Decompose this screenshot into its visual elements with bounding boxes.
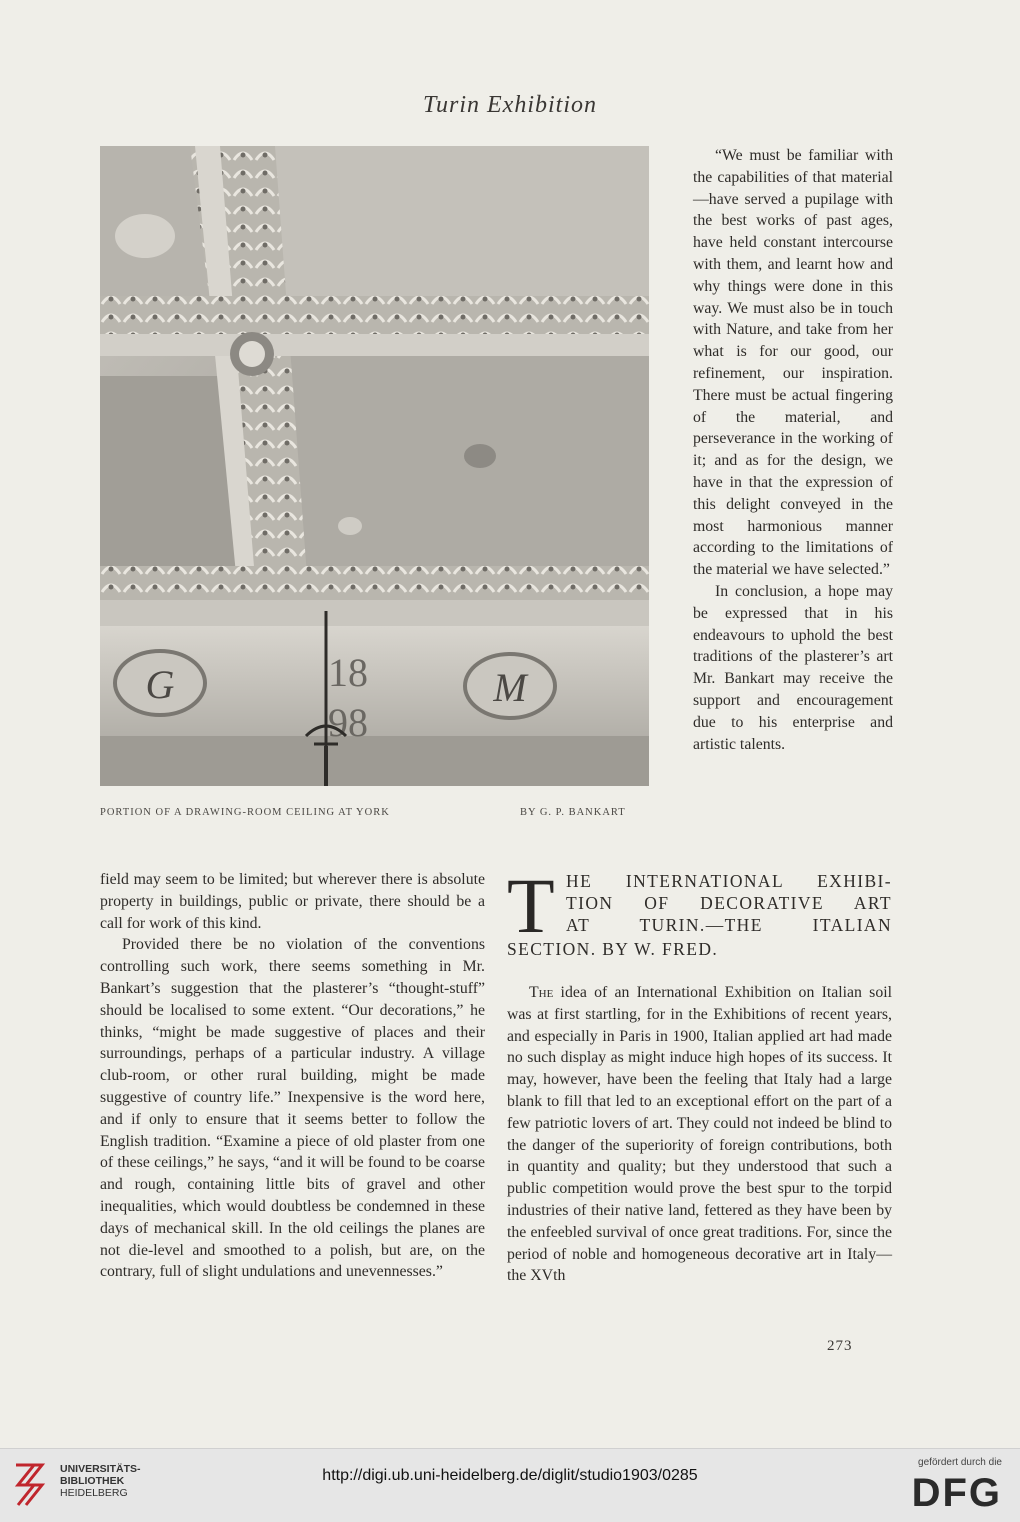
- paragraph: In conclusion, a hope may be expressed that in his endeavours to uphold the best traditions of the plasterer’s art Mr. Bankart may receive the support and encouragement due to his enterprise and artistic talents.: [693, 582, 893, 753]
- article-heading: [507, 862, 892, 960]
- paragraph: field may seem to be limited; but wherever there is absolute property in buildings, public or private, there should be a call for work of this kind.: [100, 871, 485, 932]
- plate-date-top: 18: [328, 650, 368, 695]
- dfg-logo: DFG: [911, 1471, 1002, 1515]
- ceiling-plate-drawing: [100, 146, 649, 786]
- medallion-right-letter: M: [493, 665, 527, 710]
- plate-date-bottom: 98: [328, 700, 368, 745]
- heading-line: SECTION. BY W. FRED.: [507, 939, 719, 959]
- sponsor-label: gefördert durch die: [918, 1457, 1002, 1468]
- paragraph: [507, 982, 892, 1287]
- plate-caption: PORTION OF A DRAWING-ROOM CEILING AT YORK: [100, 807, 390, 818]
- column-right: [507, 982, 892, 1287]
- paragraph: “We must be familiar with the capabilities of that material—have served a pupilage with the best works of past ages, have held constant intercourse with them, and learnt how and why things were done in this way. We must also be in touch with Nature, and take from her what is for our good, our refinement, our inspiration. There must be actual fingering of the material, and perseverance in the working of it; and as for the design, we have in that the expression of this delight conveyed in the most harmonious manner according to the limitations of the material we have selected.”: [693, 147, 893, 579]
- library-name: UNIVERSITÄTS- BIBLIOTHEK HEIDELBERG: [60, 1463, 141, 1499]
- running-head: Turin Exhibition: [422, 92, 597, 118]
- paragraph-body: idea of an International Exhibition on Italian soil was at first startling, for in the Exhibitions of recent years, and especially in Paris in 1900, Italian applied art had made no such display as might induce high hopes of its success. It may, however, have been the feeling that Italy had a large blank to fill that led to an exceptional effort on the part of a few patriotic lovers of art. They could not indeed be blind to the danger of the superiority of foreign contributions, both in quantity and quality; but they understood that such a public competition would prove the best spur to the torpid industries of their native land, fettered as they have been by the enfeebled survival of once great traditions. For, since the period of noble and homogeneous decorative art in Italy—the XVth: [507, 984, 892, 1285]
- column-top-right: [693, 145, 893, 755]
- heading-line: HE INTERNATIONAL EXHIBI-: [566, 871, 892, 891]
- lead-in: The: [529, 984, 554, 1001]
- medallion-left-letter: G: [145, 662, 175, 707]
- plate-credit: BY G. P. BANKART: [520, 807, 626, 818]
- page-number: 273: [827, 1338, 853, 1354]
- paragraph: Provided there be no violation of the conventions controlling such work, there seems something in Mr. Bankart’s suggestion that the plasterer’s “thought-stuff” should be localised to some extent. “Our decorations,” he thinks, “might be made suggestive of places and their surroundings, perhaps of a particular industry. A village club-room, or other rural building, might be made suggestive of country life.” Inexpensive is the word here, and if only to ensure that it seems better to follow the English tradition. “Examine a piece of old plaster from one of these ceilings,” he says, “and it will be found to be coarse and rough, containing little bits of gravel and other inequalities, which would doubtless be condemned in these days of mechanical skill. In the old ceilings the planes are not die-level and smoothed to a polish, but are, on the contrary, full of slight undulations and unevennesses.”: [100, 936, 485, 1281]
- column-left: [100, 869, 485, 1283]
- ceiling-photograph: [100, 146, 649, 786]
- heading-line: AT TURIN.—THE ITALIAN: [566, 915, 892, 935]
- drop-cap: T: [507, 862, 557, 949]
- page-url-link[interactable]: http://digi.ub.uni-heidelberg.de/diglit/studio1903/0285: [322, 1467, 698, 1484]
- viewer-footer: [0, 1448, 1020, 1522]
- heading-line: TION OF DECORATIVE ART: [566, 893, 892, 913]
